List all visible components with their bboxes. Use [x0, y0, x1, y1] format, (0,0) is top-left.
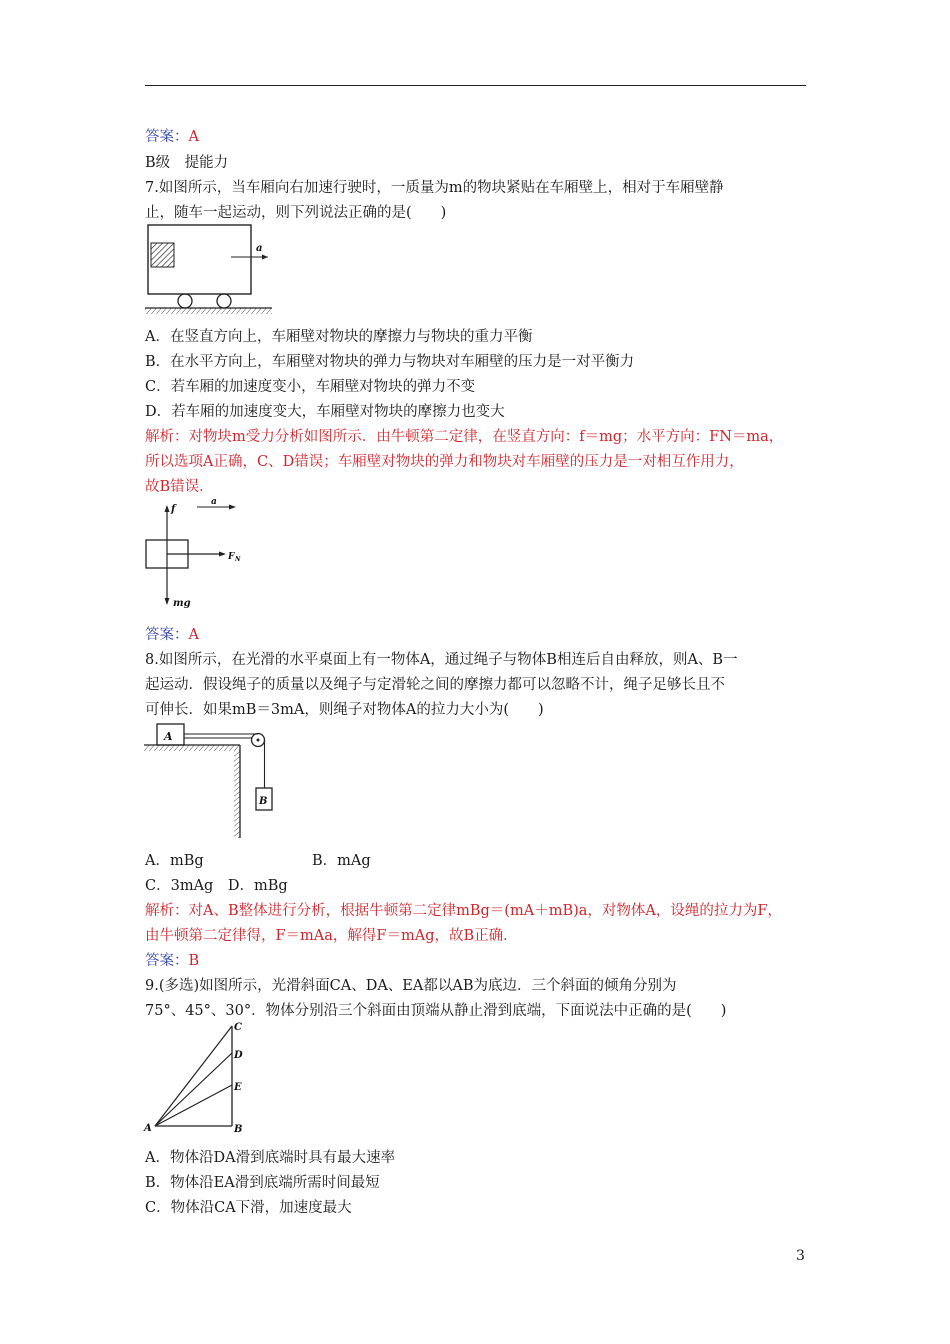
q9-figure-slopes: [140, 1018, 260, 1136]
q7-stem-line1: 7.如图所示，当车厢向右加速行驶时，一质量为m的物块紧贴在车厢壁上，相对于车厢壁静: [145, 180, 724, 196]
q9-stem-line1: 9.(多选)如图所示，光滑斜面CA、DA、EA都以AB为底边．三个斜面的倾角分别为: [145, 978, 677, 994]
q7-option-d: D．若车厢的加速度变大，车厢壁对物块的摩擦力也变大: [145, 404, 505, 420]
q8-stem-line3: 可伸长．如果mB＝3mA，则绳子对物体A的拉力大小为( ): [145, 702, 544, 718]
q9-fig-label-b: B: [234, 1124, 243, 1135]
fbd-label-a: a: [211, 497, 217, 507]
q8-fig-label-a: A: [164, 730, 173, 743]
q7-force-diagram: [140, 495, 250, 615]
fbd-label-mg: mg: [173, 598, 191, 609]
q7-analysis-line1: 解析：对物块m受力分析如图所示．由牛顿第二定律，在竖直方向：f＝mg；水平方向：FN＝ma，: [145, 429, 784, 445]
fbd-label-f: f: [171, 504, 176, 515]
answer-previous: 答案：A: [145, 129, 199, 145]
q8-option-b: B．mAg: [312, 853, 371, 869]
q7-analysis-line3: 故B错误．: [145, 479, 214, 495]
q8-stem-line1: 8.如图所示，在光滑的水平桌面上有一物体A，通过绳子与物体B相连后自由释放，则A、B一: [145, 652, 738, 668]
q8-analysis-line2: 由牛顿第二定律得，F＝mAa，解得F＝mAg，故B正确．: [145, 928, 518, 944]
q9-option-a: A．物体沿DA滑到底端时具有最大速率: [145, 1150, 396, 1166]
q7-figure-cart: [140, 220, 280, 312]
q8-analysis-line1: 解析：对A、B整体进行分析，根据牛顿第二定律mBg＝(mA＋mB)a，对物体A，设绳的拉力为F，: [145, 903, 782, 919]
q8-figure-pulley: [140, 720, 280, 842]
q7-option-a: A．在竖直方向上，车厢壁对物块的摩擦力与物块的重力平衡: [145, 329, 533, 345]
page-number: 3: [796, 1248, 805, 1264]
fbd-label-fn-sub: N: [235, 556, 241, 563]
header-rule: [145, 85, 806, 86]
q9-option-c: C．物体沿CA下滑，加速度最大: [145, 1200, 352, 1216]
q9-fig-label-a: A: [144, 1123, 152, 1134]
q7-option-c: C．若车厢的加速度变小，车厢壁对物块的弹力不变: [145, 379, 476, 395]
fbd-label-fn: F: [228, 552, 235, 562]
q8-answer: 答案：B: [145, 953, 200, 969]
q9-fig-label-c: C: [234, 1022, 242, 1033]
q8-option-a: A．mBg: [145, 853, 204, 869]
q8-fig-label-b: B: [259, 796, 268, 807]
q7-analysis-line2: 所以选项A正确，C、D错误；车厢壁对物块的弹力和物块对车厢壁的压力是一对相互作用力，: [145, 454, 744, 470]
q7-fig-label-a: a: [256, 243, 263, 254]
q9-fig-label-e: E: [234, 1082, 242, 1093]
q8-options-cd: C．3mAg D．mBg: [145, 878, 288, 894]
q7-option-b: B．在水平方向上，车厢壁对物块的弹力与物块对车厢壁的压力是一对平衡力: [145, 354, 635, 370]
q9-stem-line2: 75°、45°、30°．物体分别沿三个斜面由顶端从静止滑到底端，下面说法中正确的是( ): [145, 1003, 727, 1019]
q8-stem-line2: 起运动．假设绳子的质量以及绳子与定滑轮之间的摩擦力都可以忽略不计，绳子足够长且不: [145, 677, 725, 693]
q9-fig-label-d: D: [234, 1050, 243, 1061]
q7-stem-line2: 止，随车一起运动，则下列说法正确的是( ): [145, 205, 447, 221]
q9-option-b: B．物体沿EA滑到底端所需时间最短: [145, 1175, 380, 1191]
q7-answer: 答案：A: [145, 627, 199, 643]
section-title: B级 提能力: [145, 155, 229, 171]
